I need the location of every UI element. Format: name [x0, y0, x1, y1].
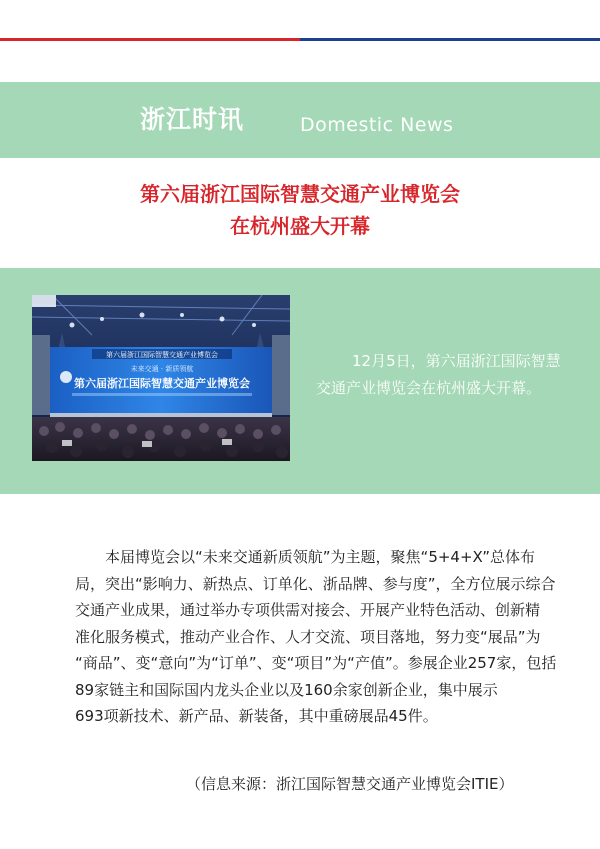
stage-logo-icon — [60, 371, 72, 383]
body-line: 693项新技术、新产品、新装备，其中重磅展品45件。 — [75, 707, 438, 725]
headline-line-1: 第六届浙江国际智慧交通产业博览会 — [140, 182, 460, 206]
body-line: “商品”、变“意向”为“订单”、变“项目”为“产值”。参展企业257家，包括 — [75, 654, 557, 672]
top-rule-blue — [300, 38, 600, 41]
body-line: 准化服务模式，推动产业合作、人才交流、项目落地，努力变“展品”为 — [75, 627, 541, 646]
top-rule-red — [0, 38, 300, 41]
article-headline — [0, 178, 600, 242]
section-subtitle: Domestic News — [300, 114, 454, 136]
event-photo — [32, 295, 290, 461]
stage-slogan: 未来交通 · 新质领航 — [130, 365, 194, 373]
caption-line-1: 12月5日，第六届浙江国际智慧 — [352, 352, 561, 370]
photo-caption — [300, 348, 590, 402]
body-line: 本届博览会以“未来交通新质领航”为主题，聚焦“5+4+X”总体布 — [105, 548, 535, 566]
stage-title: 第六届浙江国际智慧交通产业博览会 — [74, 377, 250, 390]
source-credit: （信息来源：浙江国际智慧交通产业博览会ITIE） — [186, 775, 514, 793]
body-line: 89家链主和国际国内龙头企业以及160余家创新企业，集中展示 — [75, 680, 498, 699]
headline-line-2: 在杭州盛大开幕 — [230, 214, 370, 238]
body-line: 交通产业成果，通过举办专项供需对接会、开展产业特色活动、创新精 — [75, 601, 541, 619]
section-title: 浙江时讯 — [140, 105, 245, 134]
stage-title-top: 第六届浙江国际智慧交通产业博览会 — [106, 351, 218, 359]
caption-line-2: 交通产业博览会在杭州盛大开幕。 — [316, 379, 542, 397]
body-line: 局，突出“影响力、新热点、订单化、浙品牌、参与度”，全方位展示综合 — [75, 574, 556, 593]
article-body — [75, 544, 557, 730]
